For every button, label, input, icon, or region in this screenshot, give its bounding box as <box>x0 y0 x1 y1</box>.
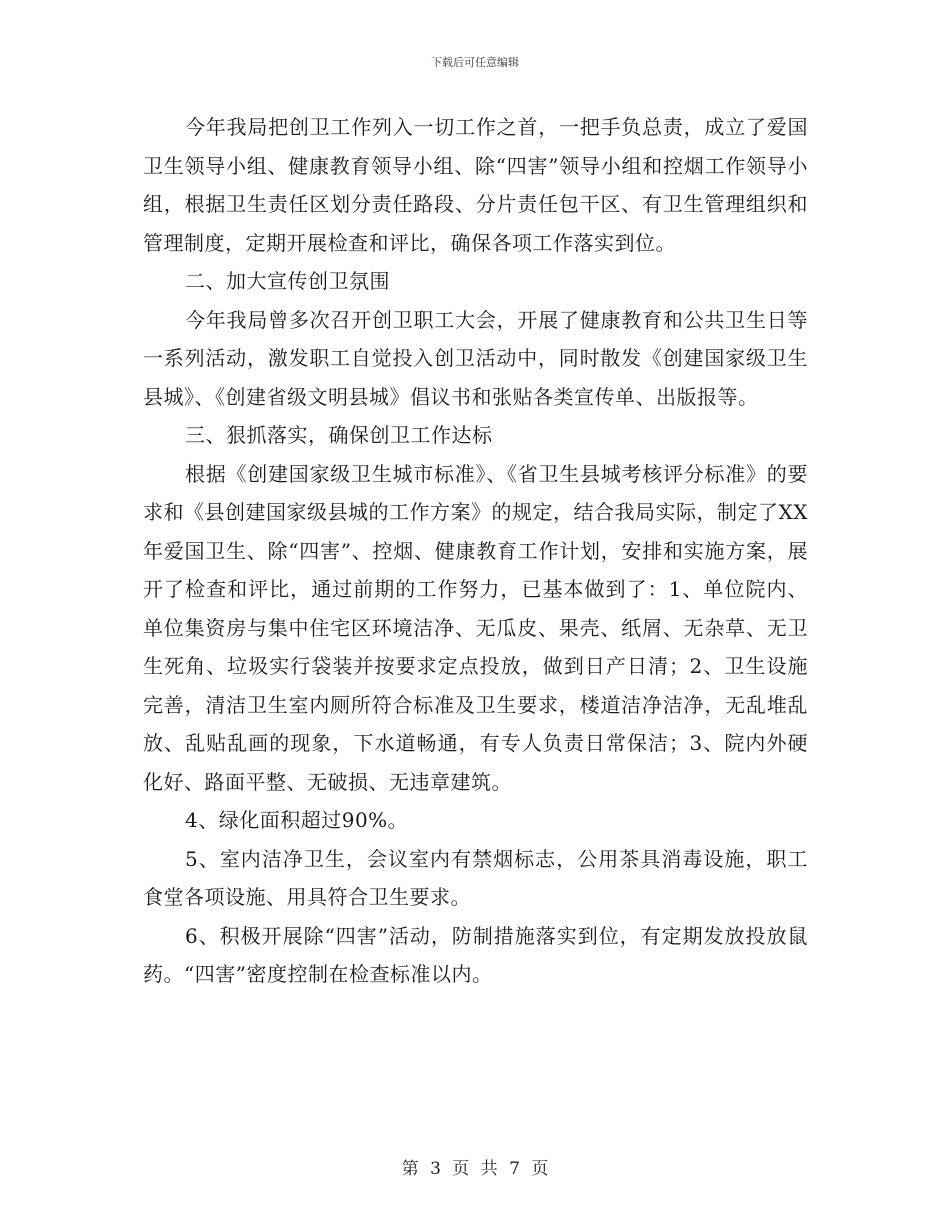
paragraph-implementation: 根据《创建国家级卫生城市标准》、《省卫生县城考核评分标准》的要求和《县创建国家级县城的工作方案》的规定，结合我局实际，制定了XX年爱国卫生、除“四害”、控烟、健康教育工作计划，安排和实施方案，展开了检查和评比，通过前期的工作努力，已基本做到了：1、单位院内、单位集资房与集中住宅区环境洁净、无瓜皮、果壳、纸屑、无杂草、无卫生死角、垃圾实行袋装并按要求定点投放，做到日产日清；2、卫生设施完善，清洁卫生室内厕所符合标准及卫生要求，楼道洁净洁净，无乱堆乱放、乱贴乱画的现象，下水道畅通，有专人负责日常保洁；3、院内外硬化好、路面平整、无破损、无违章建筑。 <box>143 461 808 794</box>
paragraph-publicity: 今年我局曾多次召开创卫职工大会，开展了健康教育和公共卫生日等一系列活动，激发职工自觉投入创卫活动中，同时散发《创建国家级卫生县城》、《创建省级文明县城》倡议书和张贴各类宣传单、出版报等。 <box>143 307 808 409</box>
paragraph-leadership: 今年我局把创卫工作列入一切工作之首，一把手负总责，成立了爱国卫生领导小组、健康教育领导小组、除“四害”领导小组和控烟工作领导小组，根据卫生责任区划分责任路段、分片责任包干区、有卫生管理组织和管理制度，定期开展检查和评比，确保各项工作落实到位。 <box>143 115 808 255</box>
section-heading-publicity: 二、加大宣传创卫氛围 <box>185 269 390 293</box>
page-number: 第 3 页 共 7 页 <box>401 1159 549 1179</box>
page-header: 下载后可任意编辑 <box>431 56 519 69</box>
paragraph-greening: 4、绿化面积超过90%。 <box>185 808 409 832</box>
paragraph-indoor-hygiene: 5、室内洁净卫生，会议室内有禁烟标志，公用茶具消毒设施，职工食堂各项设施、用具符合卫生要求。 <box>143 846 808 909</box>
paragraph-pest-control: 6、积极开展除“四害”活动，防制措施落实到位，有定期发放投放鼠药。“四害”密度控制在检查标准以内。 <box>143 923 808 986</box>
document-body <box>143 108 808 994</box>
section-heading-implementation: 三、狠抓落实，确保创卫工作达标 <box>185 423 493 447</box>
